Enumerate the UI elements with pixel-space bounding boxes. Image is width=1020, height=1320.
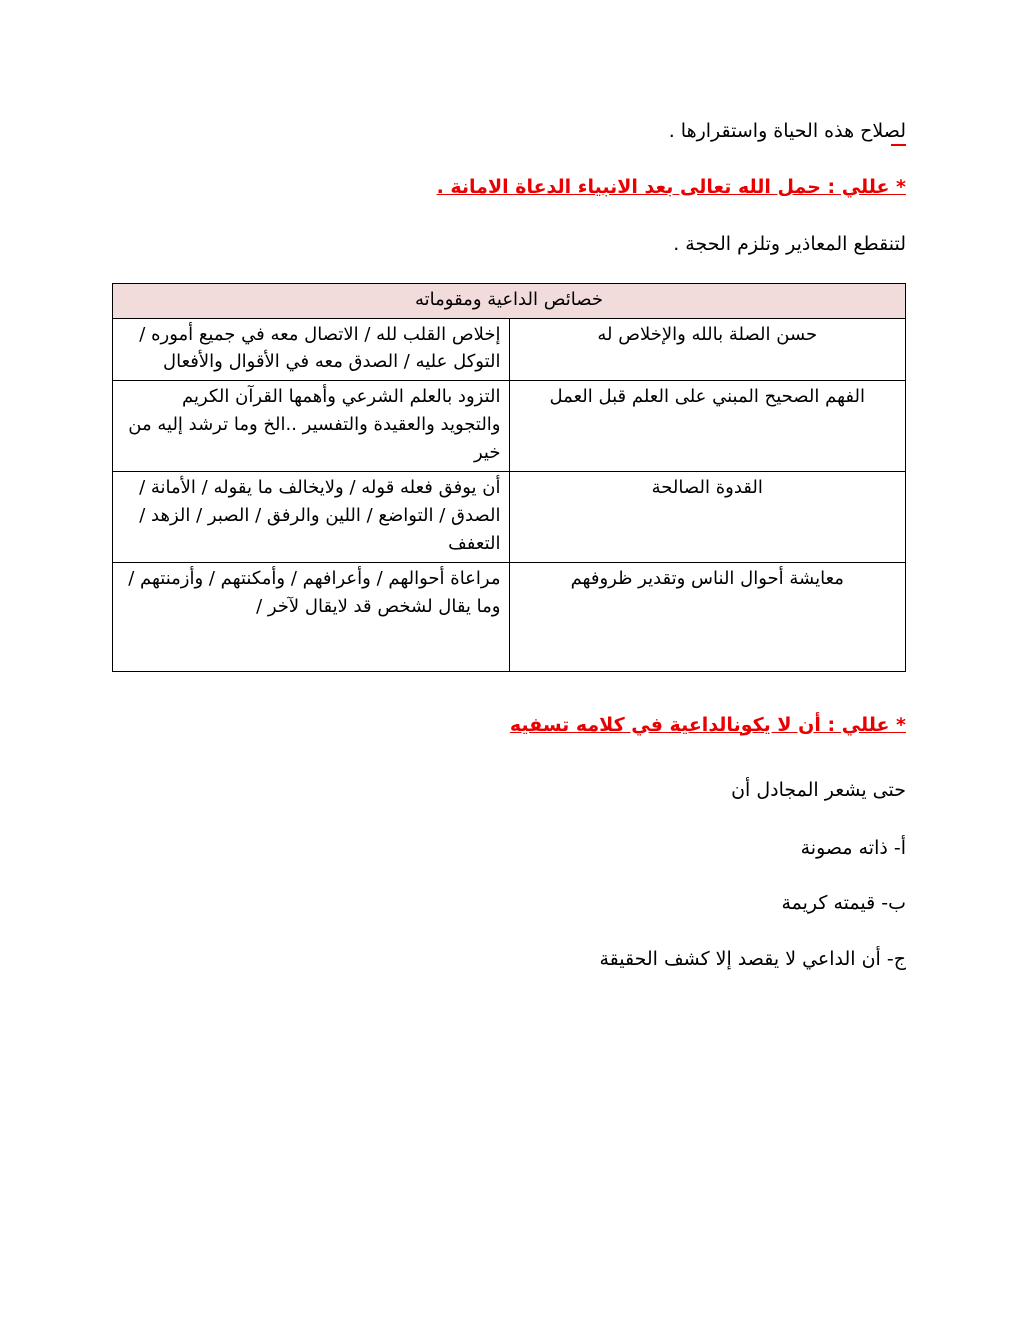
question1-answer: لتنقطع المعاذير وتلزم الحجة . — [673, 233, 906, 256]
question2-intro: حتى يشعر المجادل أن — [731, 779, 906, 802]
question2-point-b: ب- قيمته كريمة — [781, 892, 906, 915]
table-row — [113, 562, 906, 671]
traits-table — [112, 283, 906, 672]
proofing-mark — [891, 144, 906, 146]
question2-heading: * عللي : أن لا يكونالداعية في كلامه تسفيه — [509, 713, 906, 736]
table-row — [113, 381, 906, 472]
question2-point-a: أ- ذاته مصونة — [800, 836, 906, 859]
detail-cell: التزود بالعلم الشرعي وأهمها القرآن الكريم والتجويد والعقيدة والتفسير ..الخ وما ترشد إليه من خير — [113, 381, 510, 472]
table-title: خصائص الداعية ومقوماته — [113, 283, 906, 318]
detail-cell: إخلاص القلب لله / الاتصال معه في جميع أموره /التوكل عليه / الصدق معه في الأقوال والأفعال — [113, 318, 510, 381]
intro-line — [112, 118, 906, 146]
detail-cell: مراعاة أحوالهم / وأعرافهم / وأمكنتهم / وأزمنتهم / وما يقال لشخص قد لايقال لآخر / — [113, 562, 510, 671]
detail-cell: أن يوفق فعله قوله / ولايخالف ما يقوله / الأمانة / الصدق / التواضع / اللين والرفق / الصبر / الزهد / التعفف — [113, 471, 510, 562]
intro-text: لصلاح هذه الحياة واستقرارها . — [668, 120, 906, 142]
document-content — [112, 118, 906, 1001]
trait-cell: معايشة أحوال الناس وتقدير ظروفهم — [509, 562, 906, 671]
table-row — [113, 318, 906, 381]
trait-cell: الفهم الصحيح المبني على العلم قبل العمل — [509, 381, 906, 472]
trait-cell: حسن الصلة بالله والإخلاص له — [509, 318, 906, 381]
table-row — [113, 471, 906, 562]
table-title-row — [113, 283, 906, 318]
question2-point-c: ج- أن الداعي لا يقصد إلا كشف الحقيقة — [599, 947, 906, 970]
trait-cell: القدوة الصالحة — [509, 471, 906, 562]
question1-heading: * عللي : حمل الله تعالى بعد الانبياء الدعاة الامانة . — [436, 175, 906, 198]
